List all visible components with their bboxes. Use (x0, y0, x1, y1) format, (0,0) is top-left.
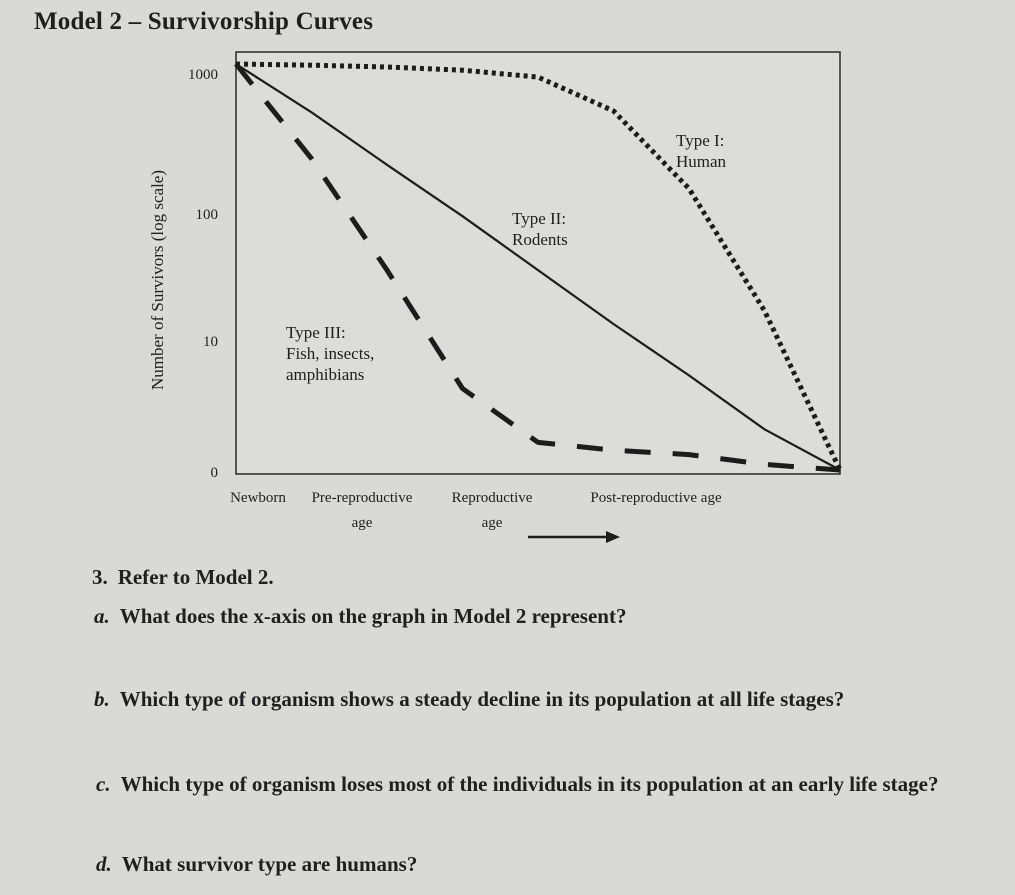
y-axis-label: Number of Survivors (log scale) (148, 169, 167, 391)
question-text: Which type of organism loses most of the individuals in its population at an early life stage? (120, 772, 939, 796)
x-tick-label: age (481, 515, 503, 531)
question-a (94, 604, 626, 629)
y-tick-label: 10 (203, 334, 218, 350)
y-tick-label: 1000 (188, 67, 218, 83)
x-tick-label: Reproductive (451, 490, 533, 506)
series-label: Type III: (286, 323, 346, 342)
series-label: Type II: (512, 209, 567, 228)
question-letter: a. (94, 604, 110, 628)
question-d (96, 852, 417, 877)
question-prompt: Refer to Model 2. (117, 565, 274, 589)
question-b (94, 687, 844, 712)
x-tick-label: Pre-reproductive (311, 490, 413, 506)
question-text: What does the x-axis on the graph in Model 2 represent? (119, 604, 627, 628)
question-letter: c. (96, 772, 111, 796)
x-axis-arrow-head (606, 531, 620, 543)
series-label: Type I: (676, 131, 725, 150)
question-letter: d. (96, 852, 112, 876)
series-label: Human (676, 152, 727, 171)
question-text: Which type of organism shows a steady decline in its population at all life stages? (119, 687, 845, 711)
model-title: Model 2 – Survivorship Curves (34, 8, 374, 35)
question-text: What survivor type are humans? (121, 852, 418, 876)
question-letter: b. (94, 687, 110, 711)
series-label: Fish, insects, (286, 344, 375, 363)
y-tick-label: 0 (210, 465, 218, 481)
series-label: amphibians (286, 365, 365, 384)
x-tick-label: Newborn (230, 490, 286, 506)
x-tick-label: age (351, 515, 373, 531)
question-3 (92, 565, 274, 590)
question-number: 3. (92, 565, 108, 589)
series-label: Rodents (512, 230, 568, 249)
plot-area (236, 52, 840, 474)
y-tick-label: 100 (195, 207, 218, 223)
x-tick-label: Post-reproductive age (590, 490, 722, 506)
question-c (96, 772, 938, 797)
